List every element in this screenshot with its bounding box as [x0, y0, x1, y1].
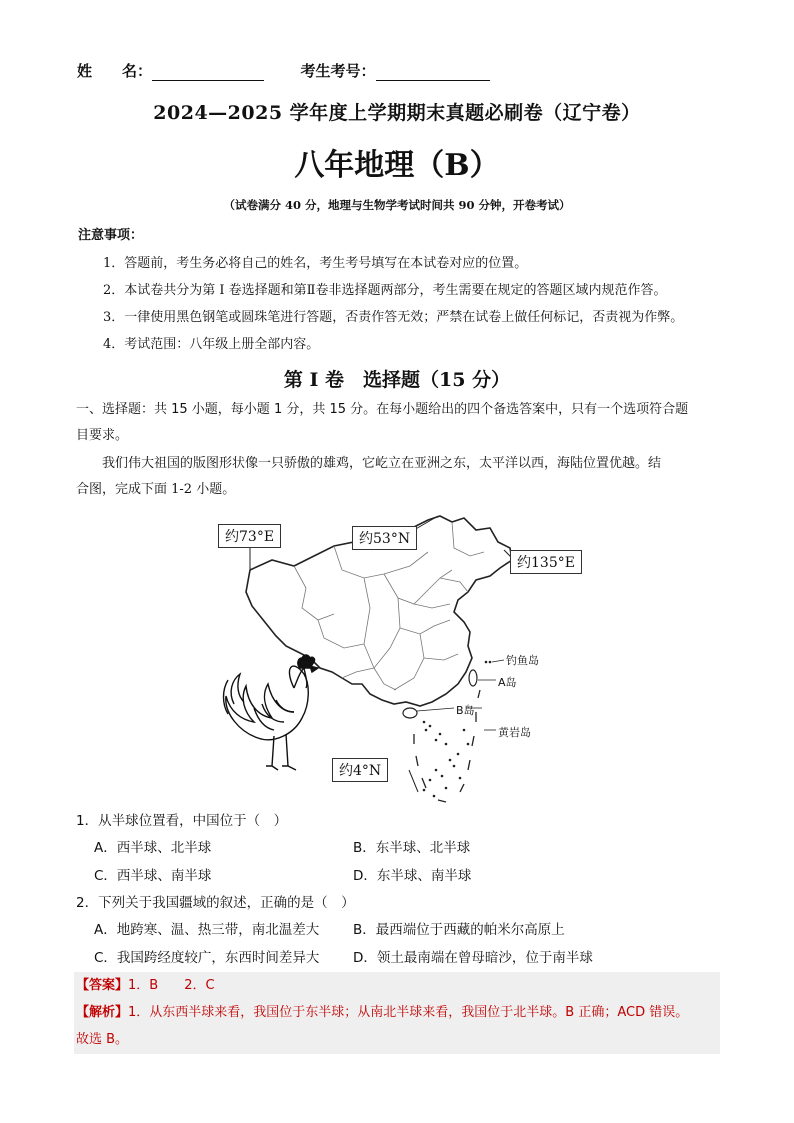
hainan-island	[403, 708, 417, 718]
intro-line: 合图，完成下面 1-2 小题。	[76, 482, 236, 497]
china-map-figure	[214, 508, 594, 808]
question-1-option-c[interactable]: C．西半球、南半球	[94, 868, 212, 884]
section-instr-line: 目要求。	[76, 428, 129, 443]
map-label-huangyan: 黄岩岛	[498, 726, 531, 739]
question-1-option-a[interactable]: A．西半球、北半球	[94, 840, 212, 856]
notice-item: 3．一律使用黑色钢笔或圆珠笔进行答题，否责作答无效；严禁在试卷上做任何标记，否责视为作弊。	[103, 310, 684, 325]
map-label-west: 约73°E	[218, 524, 281, 548]
question-1-stem: 1．从半球位置看，中国位于（ ）	[76, 813, 288, 829]
answer-line	[76, 974, 215, 993]
exam-subject-title: 八年地理（B）	[294, 148, 500, 183]
exam-no-label: 考生考号：	[300, 62, 376, 80]
section-title: 第 I 卷 选择题（15 分）	[283, 369, 511, 391]
question-2-option-d[interactable]: D．领土最南端在曾母暗沙，位于南半球	[353, 950, 593, 966]
map-label-north: 约53°N	[352, 526, 417, 550]
name-blank[interactable]	[152, 62, 264, 81]
page-title: 2024—2025 学年度上学期期末真题必刷卷（辽宁卷）	[153, 102, 641, 124]
analysis-text: 1．从东西半球来看，我国位于东半球；从南北半球来看，我国位于北半球。B 正确；ACD 错误。	[128, 1005, 689, 1020]
intro-line: 我们伟大祖国的版图形状像一只骄傲的雄鸡，它屹立在亚洲之东，太平洋以西，海陆位置优越。结	[102, 456, 662, 471]
south-sea-islands	[423, 721, 470, 798]
section-instructions	[76, 397, 688, 449]
exam-info: （试卷满分 40 分，地理与生物学考试时间共 90 分钟，开卷考试）	[223, 198, 571, 212]
map-label-b-island: B岛	[456, 704, 475, 717]
name-field	[77, 60, 490, 81]
map-label-diaoyu: 钓鱼岛	[506, 654, 539, 667]
map-label-south: 约4°N	[332, 758, 388, 782]
exam-no-blank[interactable]	[376, 62, 490, 81]
analysis-label: 【解析】	[76, 1005, 129, 1020]
question-2-stem: 2．下列关于我国疆域的叙述，正确的是（ ）	[76, 895, 355, 911]
question-2-option-b[interactable]: B．最西端位于西藏的帕米尔高原上	[353, 922, 565, 938]
question-1-option-d[interactable]: D．东半球、南半球	[353, 868, 472, 884]
notice-item: 4．考试范围：八年级上册全部内容。	[103, 337, 320, 352]
rooster-illustration	[224, 655, 319, 770]
analysis-conclusion: 故选 B。	[76, 1032, 129, 1047]
name-label: 姓 名：	[77, 62, 153, 80]
analysis-line	[76, 1001, 688, 1020]
section-instr-line: 一、选择题：共 15 小题，每小题 1 分，共 15 分。在每小题给出的四个备选答案中，只有一个选项符合题	[76, 402, 689, 417]
question-2-option-a[interactable]: A．地跨寒、温、热三带，南北温差大	[94, 922, 320, 938]
answer-label: 【答案】	[76, 978, 129, 993]
answer-text: 1．B 2．C	[128, 978, 215, 993]
notice-item: 2．本试卷共分为第 I 卷选择题和第Ⅱ卷非选择题两部分，考生需要在规定的答题区域内规范作答。	[103, 283, 667, 298]
taiwan-island	[469, 670, 477, 686]
map-label-a-island: A岛	[498, 676, 517, 689]
intro-text	[76, 451, 661, 503]
notice-heading: 注意事项：	[78, 228, 144, 243]
map-label-east: 约135°E	[510, 550, 582, 574]
question-2-option-c[interactable]: C．我国跨经度较广，东西时间差异大	[94, 950, 320, 966]
notice-item: 1．答题前，考生务必将自己的姓名，考生考号填写在本试卷对应的位置。	[103, 256, 528, 271]
question-1-option-b[interactable]: B．东半球、北半球	[353, 840, 471, 856]
